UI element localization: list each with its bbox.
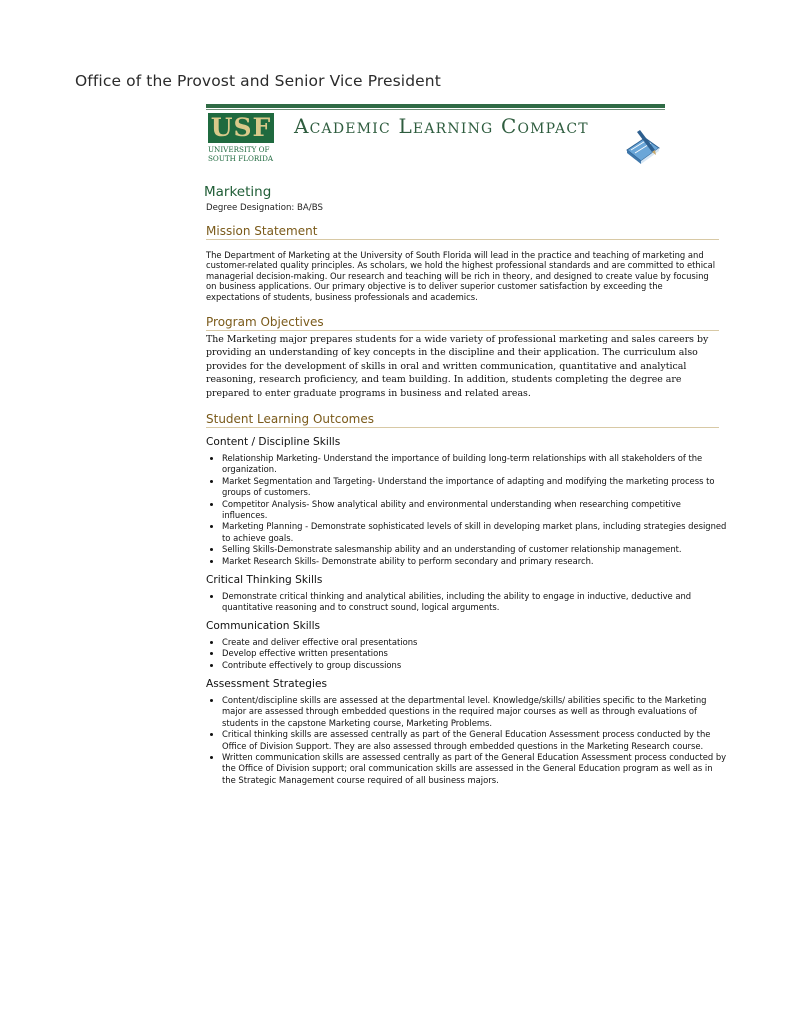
degree-designation: Degree Designation: BA/BS — [206, 203, 323, 213]
list-item: • Create and deliver effective oral presentations — [222, 637, 727, 648]
banner-top-rule — [206, 104, 665, 108]
list-item: • Critical thinking skills are assessed centrally as part of the General Education Assessment process conducted by the Office of Division Support. They are also assessed through embedded questions in the Marketing Research course. — [222, 729, 727, 752]
assessment-heading: Assessment Strategies — [206, 678, 328, 690]
list-item: • Written communication skills are assessed centrally as part of the General Education Assessment process conducted by the Office of Division support; oral communication skills are assessed in the General Education program as well as in the Strategic Management course required of all business majors. — [222, 752, 727, 786]
objectives-text: The Marketing major prepares students for a wide variety of professional marketing and sales careers by providing an understanding of key concepts in the discipline and their application. The curriculum also provides for the development of skills in oral and written communication, quantitative and analytical reasoning, research proficiency, and team building. In addition, students completing the degree are prepared to enter graduate programs in business and related areas. — [206, 334, 709, 399]
critical-skills-heading: Critical Thinking Skills — [206, 574, 323, 586]
book-pencil-icon — [623, 128, 663, 164]
outcomes-heading: Student Learning Outcomes — [206, 412, 719, 428]
university-line-1: UNIVERSITY OF — [208, 145, 270, 154]
communication-skills-list — [206, 637, 727, 671]
university-name — [208, 145, 288, 163]
list-item: • Develop effective written presentations — [222, 648, 727, 659]
banner-thin-rule — [206, 109, 665, 110]
list-item: • Market Research Skills- Demonstrate ability to perform secondary and primary research. — [222, 556, 727, 567]
office-title: Office of the Provost and Senior Vice President — [75, 72, 441, 90]
usf-logo: USF — [208, 113, 274, 143]
assessment-list — [206, 695, 727, 786]
objectives-heading: Program Objectives — [206, 315, 719, 331]
communication-skills-heading: Communication Skills — [206, 620, 321, 632]
list-item: • Competitor Analysis- Show analytical ability and environmental understanding when researching competitive influences. — [222, 499, 727, 522]
mission-heading: Mission Statement — [206, 224, 719, 240]
list-item: • Content/discipline skills are assessed at the departmental level. Knowledge/skills/ abilities specific to the Marketing major are assessed through embedded questions in the required major courses as well as through evaluations of students in the capstone Marketing course, Marketing Problems. — [222, 695, 727, 729]
list-item: • Selling Skills-Demonstrate salesmanship ability and an understanding of customer relationship management. — [222, 544, 727, 555]
list-item: • Market Segmentation and Targeting- Understand the importance of adapting and modifying the marketing process to groups of customers. — [222, 476, 727, 499]
university-line-2: SOUTH FLORIDA — [208, 154, 274, 163]
list-item: • Demonstrate critical thinking and analytical abilities, including the ability to engage in inductive, deductive and quantitative reasoning and to construct sound, logical arguments. — [222, 591, 727, 614]
critical-skills-list — [206, 591, 727, 614]
list-item: • Relationship Marketing- Understand the importance of building long-term relationships with all stakeholders of the organization. — [222, 453, 727, 476]
content-skills-list — [206, 453, 727, 567]
program-title: Marketing — [204, 184, 272, 200]
alc-banner — [206, 104, 665, 168]
banner-title: Academic Learning Compact — [294, 114, 589, 138]
content-skills-heading: Content / Discipline Skills — [206, 436, 341, 448]
mission-text: The Department of Marketing at the University of South Florida will lead in the practice and teaching of marketing and customer-related quality principles. As scholars, we hold the highest professional standards and are committed to ethical managerial decision-making. Our research and teaching will be rich in theory, and designed to create value by focusing on business applications. Our primary objective is to deliver superior customer satisfaction by exceeding the expectations of students, business professionals and academics. — [206, 250, 716, 302]
list-item: • Contribute effectively to group discussions — [222, 660, 727, 671]
list-item: • Marketing Planning - Demonstrate sophisticated levels of skill in developing market plans, including strategies designed to achieve goals. — [222, 521, 727, 544]
